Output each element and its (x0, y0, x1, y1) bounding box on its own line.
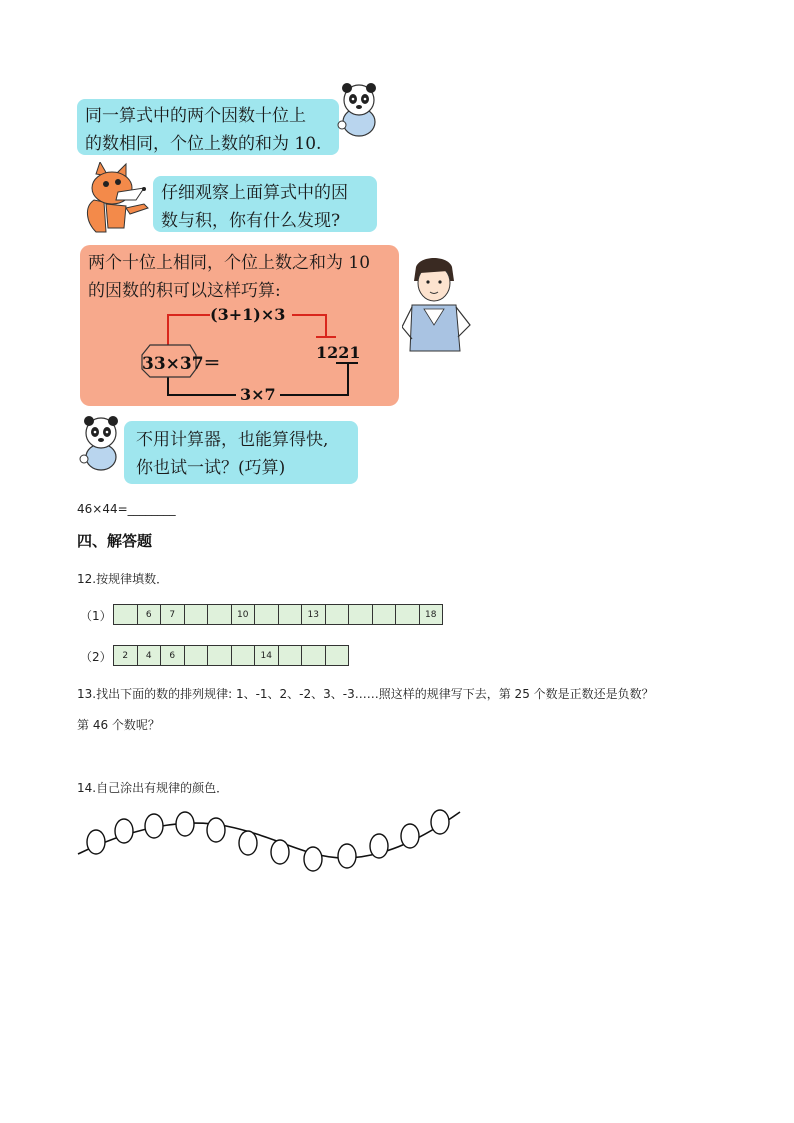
sequence-cell[interactable] (208, 646, 232, 666)
bead-shape (370, 834, 388, 858)
sequence-cell: 18 (419, 605, 443, 625)
red-connector-line (168, 315, 210, 345)
exercise-46x44: 46×44=________ (77, 502, 176, 516)
bead-shape (145, 814, 163, 838)
bead-shape (87, 830, 105, 854)
row-2-label: （2） (80, 650, 112, 664)
bead-shape (176, 812, 194, 836)
sequence-cell[interactable] (396, 605, 420, 625)
sequence-cell[interactable] (278, 605, 302, 625)
sequence-cell[interactable] (325, 646, 349, 666)
bead-shape (207, 818, 225, 842)
speech-bubble-1 (77, 99, 339, 155)
main-expression: 33×37＝ (142, 354, 221, 374)
sequence-cell[interactable] (372, 605, 396, 625)
sequence-row-1 (113, 604, 443, 625)
bead-shape (271, 840, 289, 864)
top-expression: (3+1)×3 (210, 305, 286, 324)
bead-shape (115, 819, 133, 843)
question-14-title: 14.自己涂出有规律的颜色． (77, 781, 229, 795)
calculation-diagram (80, 245, 399, 406)
sequence-cell[interactable] (184, 646, 208, 666)
sequence-cell: 2 (114, 646, 138, 666)
question-13-line-2: 第 46 个数呢？ (77, 718, 160, 732)
bead-string-drawing (76, 806, 462, 878)
boy-icon (402, 255, 474, 355)
red-connector-line-right (292, 315, 326, 337)
sequence-cell: 14 (255, 646, 279, 666)
sequence-cell: 6 (137, 605, 161, 625)
sequence-cell[interactable] (278, 646, 302, 666)
result-value: 1221 (316, 343, 361, 362)
question-12-title: 12.按规律填数． (77, 572, 169, 586)
sequence-cell[interactable] (114, 605, 138, 625)
bubble-4-line-2: 你也试一试？(巧算) (136, 458, 286, 478)
black-connector-line (168, 377, 236, 395)
black-connector-line-right (280, 363, 348, 395)
question-13-line-1: 13.找出下面的数的排列规律: 1、-1、2、-2、3、-3……照这样的规律写下去，第 25 个数是正数还是负数？ (77, 687, 654, 701)
bubble-2-line-2: 数与积，你有什么发现? (161, 211, 341, 231)
bubble-2-line-1: 仔细观察上面算式中的因 (161, 183, 348, 203)
bead-shape (401, 824, 419, 848)
sequence-cell[interactable] (184, 605, 208, 625)
bead-shape (338, 844, 356, 868)
speech-bubble-2 (153, 176, 377, 232)
sequence-cell: 10 (231, 605, 255, 625)
bubble-1-line-2: 的数相同，个位上数的和为 10. (85, 134, 322, 154)
sequence-cell: 13 (302, 605, 326, 625)
sequence-cell[interactable] (349, 605, 373, 625)
sequence-row-2 (113, 645, 349, 666)
bead-shape (304, 847, 322, 871)
bead-shape (431, 810, 449, 834)
sequence-cell[interactable] (325, 605, 349, 625)
speech-bubble-4 (124, 421, 358, 484)
bubble-1-line-1: 同一算式中的两个因数十位上 (85, 106, 306, 126)
sequence-cell[interactable] (208, 605, 232, 625)
bottom-expression: 3×7 (240, 385, 276, 404)
bead-shape (239, 831, 257, 855)
section-title: 四、解答题 (77, 532, 153, 550)
panda-icon (78, 413, 124, 471)
bubble-4-line-1: 不用计算器，也能算得快, (136, 430, 329, 450)
explanation-line-2: 的因数的积可以这样巧算: (88, 281, 281, 301)
sequence-cell[interactable] (255, 605, 279, 625)
sequence-cell: 7 (161, 605, 185, 625)
panda-icon (334, 80, 384, 138)
sequence-cell[interactable] (231, 646, 255, 666)
sequence-cell[interactable] (302, 646, 326, 666)
sequence-cell: 6 (161, 646, 185, 666)
sequence-cell: 4 (137, 646, 161, 666)
row-1-label: （1） (80, 609, 112, 623)
explanation-line-1: 两个十位上相同，个位上数之和为 10 (88, 253, 371, 273)
fox-icon (76, 162, 156, 234)
